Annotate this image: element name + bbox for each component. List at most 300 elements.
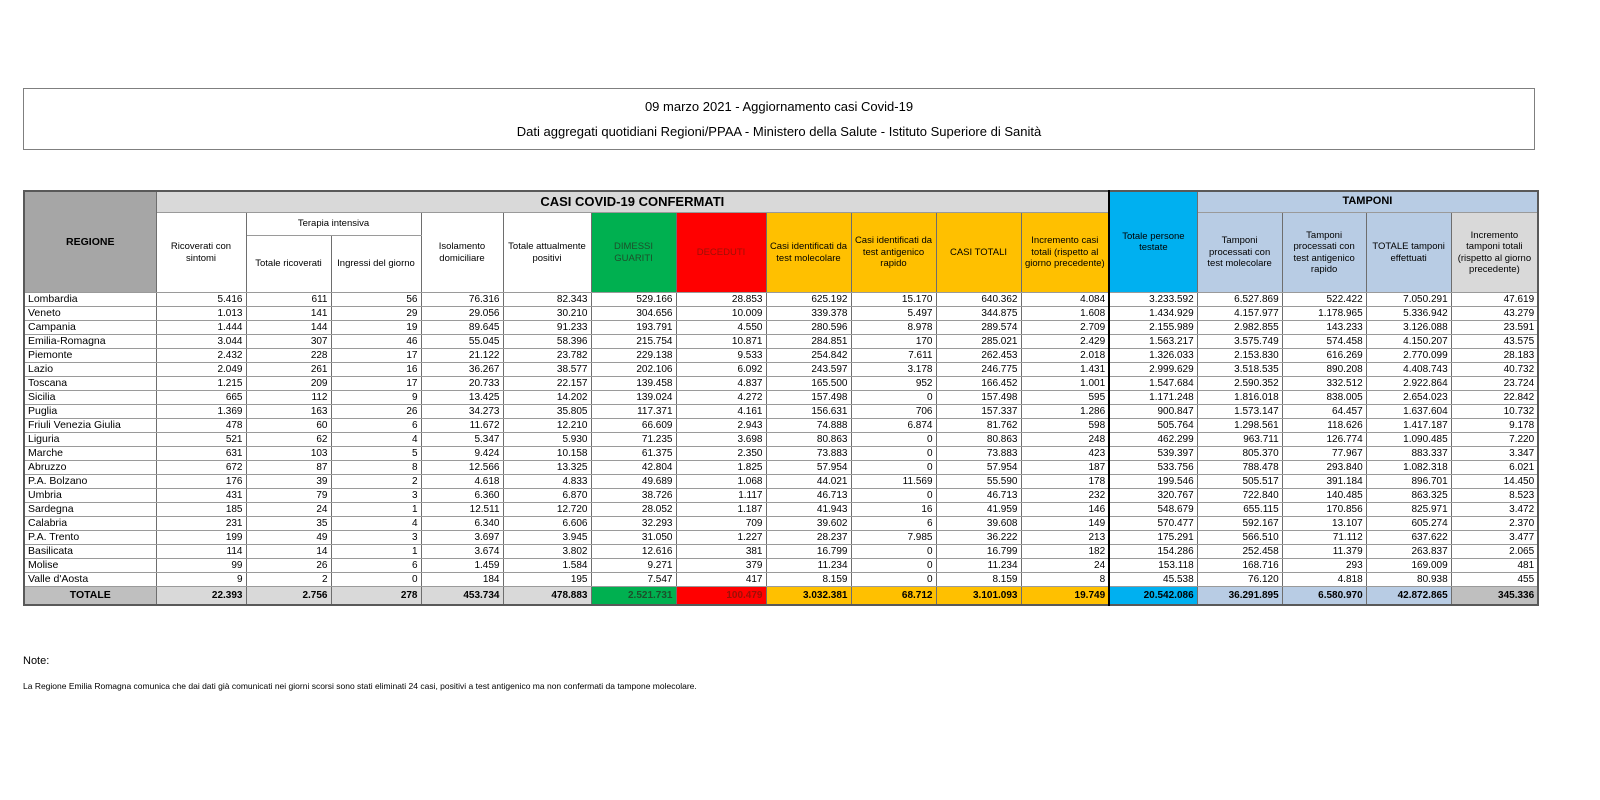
value-cell: 1.573.147 xyxy=(1197,405,1282,419)
report-title-line1: 09 marzo 2021 - Aggiornamento casi Covid-19 xyxy=(644,99,914,115)
total-cell: 100.479 xyxy=(676,587,766,606)
value-cell: 3.802 xyxy=(503,545,591,559)
value-cell: 248 xyxy=(1021,433,1109,447)
value-cell: 6.606 xyxy=(503,517,591,531)
value-cell: 7.050.291 xyxy=(1366,293,1451,307)
value-cell: 91.233 xyxy=(503,321,591,335)
table-row xyxy=(24,489,1538,503)
table-row xyxy=(24,349,1538,363)
value-cell: 0 xyxy=(851,489,936,503)
value-cell: 149 xyxy=(1021,517,1109,531)
value-cell: 42.804 xyxy=(591,461,676,475)
value-cell: 3.472 xyxy=(1451,503,1538,517)
value-cell: 5.416 xyxy=(156,293,246,307)
value-cell: 23.782 xyxy=(503,349,591,363)
value-cell: 112 xyxy=(246,391,331,405)
value-cell: 533.756 xyxy=(1109,461,1197,475)
value-cell: 168.716 xyxy=(1197,559,1282,573)
table-body xyxy=(24,293,1538,606)
value-cell: 522.422 xyxy=(1282,293,1366,307)
value-cell: 0 xyxy=(331,573,421,587)
table-row xyxy=(24,475,1538,489)
total-cell: 2.756 xyxy=(246,587,331,606)
value-cell: 114 xyxy=(156,545,246,559)
value-cell: 76.120 xyxy=(1197,573,1282,587)
region-name: P.A. Trento xyxy=(24,531,156,545)
total-cell: 6.580.970 xyxy=(1282,587,1366,606)
value-cell: 3.126.088 xyxy=(1366,321,1451,335)
value-cell: 178 xyxy=(1021,475,1109,489)
value-cell: 199.546 xyxy=(1109,475,1197,489)
value-cell: 17 xyxy=(331,349,421,363)
region-name: Liguria xyxy=(24,433,156,447)
region-name: Molise xyxy=(24,559,156,573)
total-cell: 278 xyxy=(331,587,421,606)
value-cell: 254.842 xyxy=(766,349,851,363)
value-cell: 344.875 xyxy=(936,307,1021,321)
value-cell: 423 xyxy=(1021,447,1109,461)
value-cell: 8 xyxy=(1021,573,1109,587)
value-cell: 1.816.018 xyxy=(1197,391,1282,405)
value-cell: 3.575.749 xyxy=(1197,335,1282,349)
value-cell: 28.237 xyxy=(766,531,851,545)
value-cell: 8.978 xyxy=(851,321,936,335)
value-cell: 0 xyxy=(851,433,936,447)
value-cell: 4.157.977 xyxy=(1197,307,1282,321)
value-cell: 788.478 xyxy=(1197,461,1282,475)
region-name: Veneto xyxy=(24,307,156,321)
value-cell: 6 xyxy=(851,517,936,531)
value-cell: 16 xyxy=(851,503,936,517)
value-cell: 2.429 xyxy=(1021,335,1109,349)
total-cell: 345.336 xyxy=(1451,587,1538,606)
value-cell: 722.840 xyxy=(1197,489,1282,503)
value-cell: 23.591 xyxy=(1451,321,1538,335)
value-cell: 154.286 xyxy=(1109,545,1197,559)
value-cell: 1.298.561 xyxy=(1197,419,1282,433)
value-cell: 391.184 xyxy=(1282,475,1366,489)
header-casi-totali: CASI TOTALI xyxy=(936,213,1021,293)
value-cell: 4.272 xyxy=(676,391,766,405)
value-cell: 39 xyxy=(246,475,331,489)
value-cell: 35.805 xyxy=(503,405,591,419)
value-cell: 80.863 xyxy=(936,433,1021,447)
value-cell: 228 xyxy=(246,349,331,363)
value-cell: 139.458 xyxy=(591,377,676,391)
region-name: Basilicata xyxy=(24,545,156,559)
value-cell: 157.337 xyxy=(936,405,1021,419)
header-band-casi: CASI COVID-19 CONFERMATI xyxy=(156,191,1109,213)
value-cell: 117.371 xyxy=(591,405,676,419)
total-cell: 453.734 xyxy=(421,587,503,606)
value-cell: 22.842 xyxy=(1451,391,1538,405)
value-cell: 30.210 xyxy=(503,307,591,321)
table-row xyxy=(24,391,1538,405)
value-cell: 6 xyxy=(331,559,421,573)
table-row xyxy=(24,503,1538,517)
value-cell: 39.602 xyxy=(766,517,851,531)
value-cell: 478 xyxy=(156,419,246,433)
table-row xyxy=(24,363,1538,377)
value-cell: 625.192 xyxy=(766,293,851,307)
value-cell: 709 xyxy=(676,517,766,531)
value-cell: 26 xyxy=(331,405,421,419)
value-cell: 1.637.604 xyxy=(1366,405,1451,419)
value-cell: 3.233.592 xyxy=(1109,293,1197,307)
value-cell: 144 xyxy=(246,321,331,335)
value-cell: 29 xyxy=(331,307,421,321)
value-cell: 605.274 xyxy=(1366,517,1451,531)
value-cell: 55.045 xyxy=(421,335,503,349)
value-cell: 1.090.485 xyxy=(1366,433,1451,447)
value-cell: 592.167 xyxy=(1197,517,1282,531)
value-cell: 199 xyxy=(156,531,246,545)
value-cell: 231 xyxy=(156,517,246,531)
region-name: Lazio xyxy=(24,363,156,377)
value-cell: 2.770.099 xyxy=(1366,349,1451,363)
value-cell: 139.024 xyxy=(591,391,676,405)
value-cell: 1.286 xyxy=(1021,405,1109,419)
table-row xyxy=(24,405,1538,419)
value-cell: 13.107 xyxy=(1282,517,1366,531)
value-cell: 9.424 xyxy=(421,447,503,461)
value-cell: 44.021 xyxy=(766,475,851,489)
header-persone-testate: Totale persone testate xyxy=(1109,191,1197,293)
value-cell: 1.013 xyxy=(156,307,246,321)
header-terapia-intensiva: Terapia intensiva xyxy=(246,213,421,236)
value-cell: 57.954 xyxy=(936,461,1021,475)
region-name: Umbria xyxy=(24,489,156,503)
header-ricoverati: Ricoverati con sintomi xyxy=(156,213,246,293)
value-cell: 805.370 xyxy=(1197,447,1282,461)
value-cell: 6 xyxy=(331,419,421,433)
value-cell: 0 xyxy=(851,573,936,587)
total-cell: 478.883 xyxy=(503,587,591,606)
header-tamponi-molecolare: Tamponi processati con test molecolare xyxy=(1197,213,1282,293)
value-cell: 11.672 xyxy=(421,419,503,433)
value-cell: 71.235 xyxy=(591,433,676,447)
region-name: Campania xyxy=(24,321,156,335)
value-cell: 5.347 xyxy=(421,433,503,447)
header-deceduti: DECEDUTI xyxy=(676,213,766,293)
value-cell: 10.732 xyxy=(1451,405,1538,419)
table-row xyxy=(24,545,1538,559)
value-cell: 47.619 xyxy=(1451,293,1538,307)
value-cell: 10.009 xyxy=(676,307,766,321)
value-cell: 2.999.629 xyxy=(1109,363,1197,377)
value-cell: 1.227 xyxy=(676,531,766,545)
value-cell: 21.122 xyxy=(421,349,503,363)
value-cell: 140.485 xyxy=(1282,489,1366,503)
value-cell: 46 xyxy=(331,335,421,349)
header-casi-molecolare: Casi identificati da test molecolare xyxy=(766,213,851,293)
region-name: Lombardia xyxy=(24,293,156,307)
value-cell: 66.609 xyxy=(591,419,676,433)
header-attualmente-positivi: Totale attualmente positivi xyxy=(503,213,591,293)
value-cell: 146 xyxy=(1021,503,1109,517)
value-cell: 1.444 xyxy=(156,321,246,335)
table-row xyxy=(24,419,1538,433)
value-cell: 566.510 xyxy=(1197,531,1282,545)
header-band-tamponi: TAMPONI xyxy=(1197,191,1538,213)
value-cell: 521 xyxy=(156,433,246,447)
region-name: Calabria xyxy=(24,517,156,531)
value-cell: 36.267 xyxy=(421,363,503,377)
value-cell: 570.477 xyxy=(1109,517,1197,531)
report-title-line2: Dati aggregati quotidiani Regioni/PPAA - Ministero della Salute - Istituto Superiore di Sanità xyxy=(516,123,1042,139)
value-cell: 3.945 xyxy=(503,531,591,545)
total-cell: 68.712 xyxy=(851,587,936,606)
value-cell: 1.215 xyxy=(156,377,246,391)
table-row xyxy=(24,433,1538,447)
table-row xyxy=(24,307,1538,321)
value-cell: 176 xyxy=(156,475,246,489)
value-cell: 156.631 xyxy=(766,405,851,419)
value-cell: 1.178.965 xyxy=(1282,307,1366,321)
value-cell: 73.883 xyxy=(766,447,851,461)
value-cell: 0 xyxy=(851,461,936,475)
value-cell: 43.279 xyxy=(1451,307,1538,321)
table-header xyxy=(24,191,1538,293)
value-cell: 574.458 xyxy=(1282,335,1366,349)
table-row xyxy=(24,293,1538,307)
value-cell: 81.762 xyxy=(936,419,1021,433)
value-cell: 2.590.352 xyxy=(1197,377,1282,391)
value-cell: 232 xyxy=(1021,489,1109,503)
value-cell: 320.767 xyxy=(1109,489,1197,503)
header-incremento-tamponi: Incremento tamponi totali (rispetto al giorno precedente) xyxy=(1451,213,1538,293)
value-cell: 77.967 xyxy=(1282,447,1366,461)
value-cell: 0 xyxy=(851,391,936,405)
value-cell: 6.360 xyxy=(421,489,503,503)
region-name: Toscana xyxy=(24,377,156,391)
value-cell: 24 xyxy=(246,503,331,517)
value-cell: 41.959 xyxy=(936,503,1021,517)
value-cell: 61.375 xyxy=(591,447,676,461)
value-cell: 169.009 xyxy=(1366,559,1451,573)
value-cell: 182 xyxy=(1021,545,1109,559)
value-cell: 0 xyxy=(851,447,936,461)
value-cell: 29.056 xyxy=(421,307,503,321)
value-cell: 45.538 xyxy=(1109,573,1197,587)
value-cell: 293.840 xyxy=(1282,461,1366,475)
value-cell: 12.616 xyxy=(591,545,676,559)
value-cell: 28.853 xyxy=(676,293,766,307)
value-cell: 5.930 xyxy=(503,433,591,447)
value-cell: 4.837 xyxy=(676,377,766,391)
value-cell: 6.092 xyxy=(676,363,766,377)
value-cell: 1.117 xyxy=(676,489,766,503)
value-cell: 9.271 xyxy=(591,559,676,573)
table-row xyxy=(24,335,1538,349)
value-cell: 57.954 xyxy=(766,461,851,475)
value-cell: 3.518.535 xyxy=(1197,363,1282,377)
value-cell: 209 xyxy=(246,377,331,391)
value-cell: 157.498 xyxy=(936,391,1021,405)
value-cell: 3.347 xyxy=(1451,447,1538,461)
region-name: Sardegna xyxy=(24,503,156,517)
value-cell: 35 xyxy=(246,517,331,531)
value-cell: 1.068 xyxy=(676,475,766,489)
value-cell: 655.115 xyxy=(1197,503,1282,517)
table-row xyxy=(24,447,1538,461)
value-cell: 7.985 xyxy=(851,531,936,545)
value-cell: 1.001 xyxy=(1021,377,1109,391)
value-cell: 16 xyxy=(331,363,421,377)
value-cell: 103 xyxy=(246,447,331,461)
value-cell: 640.362 xyxy=(936,293,1021,307)
value-cell: 2.049 xyxy=(156,363,246,377)
value-cell: 825.971 xyxy=(1366,503,1451,517)
value-cell: 229.138 xyxy=(591,349,676,363)
region-name: P.A. Bolzano xyxy=(24,475,156,489)
value-cell: 31.050 xyxy=(591,531,676,545)
value-cell: 2 xyxy=(331,475,421,489)
value-cell: 80.938 xyxy=(1366,573,1451,587)
value-cell: 1.417.187 xyxy=(1366,419,1451,433)
value-cell: 166.452 xyxy=(936,377,1021,391)
value-cell: 165.500 xyxy=(766,377,851,391)
value-cell: 3.044 xyxy=(156,335,246,349)
value-cell: 611 xyxy=(246,293,331,307)
value-cell: 631 xyxy=(156,447,246,461)
value-cell: 163 xyxy=(246,405,331,419)
value-cell: 16.799 xyxy=(766,545,851,559)
value-cell: 8.159 xyxy=(936,573,1021,587)
value-cell: 11.379 xyxy=(1282,545,1366,559)
value-cell: 13.425 xyxy=(421,391,503,405)
value-cell: 14.202 xyxy=(503,391,591,405)
value-cell: 76.316 xyxy=(421,293,503,307)
value-cell: 13.325 xyxy=(503,461,591,475)
header-incremento-casi: Incremento casi totali (rispetto al giorno precedente) xyxy=(1021,213,1109,293)
value-cell: 7.220 xyxy=(1451,433,1538,447)
value-cell: 12.210 xyxy=(503,419,591,433)
header-isolamento: Isolamento domiciliare xyxy=(421,213,503,293)
value-cell: 0 xyxy=(851,559,936,573)
value-cell: 1.082.318 xyxy=(1366,461,1451,475)
value-cell: 1.171.248 xyxy=(1109,391,1197,405)
value-cell: 12.511 xyxy=(421,503,503,517)
value-cell: 332.512 xyxy=(1282,377,1366,391)
value-cell: 14.450 xyxy=(1451,475,1538,489)
value-cell: 20.733 xyxy=(421,377,503,391)
value-cell: 49.689 xyxy=(591,475,676,489)
value-cell: 170 xyxy=(851,335,936,349)
value-cell: 4.818 xyxy=(1282,573,1366,587)
value-cell: 462.299 xyxy=(1109,433,1197,447)
table-row xyxy=(24,517,1538,531)
value-cell: 3.698 xyxy=(676,433,766,447)
value-cell: 4.833 xyxy=(503,475,591,489)
value-cell: 39.608 xyxy=(936,517,1021,531)
value-cell: 5.336.942 xyxy=(1366,307,1451,321)
value-cell: 0 xyxy=(851,545,936,559)
value-cell: 3.674 xyxy=(421,545,503,559)
value-cell: 252.458 xyxy=(1197,545,1282,559)
value-cell: 36.222 xyxy=(936,531,1021,545)
total-row xyxy=(24,587,1538,606)
title-box xyxy=(23,88,1535,150)
total-cell: 42.872.865 xyxy=(1366,587,1451,606)
value-cell: 2.654.023 xyxy=(1366,391,1451,405)
table-row xyxy=(24,573,1538,587)
value-cell: 293 xyxy=(1282,559,1366,573)
value-cell: 3 xyxy=(331,531,421,545)
value-cell: 89.645 xyxy=(421,321,503,335)
value-cell: 672 xyxy=(156,461,246,475)
value-cell: 46.713 xyxy=(936,489,1021,503)
value-cell: 46.713 xyxy=(766,489,851,503)
value-cell: 184 xyxy=(421,573,503,587)
value-cell: 11.569 xyxy=(851,475,936,489)
value-cell: 16.799 xyxy=(936,545,1021,559)
value-cell: 74.888 xyxy=(766,419,851,433)
value-cell: 26 xyxy=(246,559,331,573)
region-name: Marche xyxy=(24,447,156,461)
value-cell: 5 xyxy=(331,447,421,461)
total-cell: 3.101.093 xyxy=(936,587,1021,606)
region-name: Abruzzo xyxy=(24,461,156,475)
value-cell: 3.697 xyxy=(421,531,503,545)
value-cell: 261 xyxy=(246,363,331,377)
table-row xyxy=(24,321,1538,335)
value-cell: 7.611 xyxy=(851,349,936,363)
value-cell: 6.021 xyxy=(1451,461,1538,475)
value-cell: 896.701 xyxy=(1366,475,1451,489)
value-cell: 243.597 xyxy=(766,363,851,377)
value-cell: 285.021 xyxy=(936,335,1021,349)
value-cell: 58.396 xyxy=(503,335,591,349)
value-cell: 706 xyxy=(851,405,936,419)
value-cell: 3.178 xyxy=(851,363,936,377)
value-cell: 890.208 xyxy=(1282,363,1366,377)
value-cell: 215.754 xyxy=(591,335,676,349)
header-tamponi-antigenico: Tamponi processati con test antigenico rapido xyxy=(1282,213,1366,293)
value-cell: 8.523 xyxy=(1451,489,1538,503)
value-cell: 4.084 xyxy=(1021,293,1109,307)
value-cell: 73.883 xyxy=(936,447,1021,461)
value-cell: 34.273 xyxy=(421,405,503,419)
total-label: TOTALE xyxy=(24,587,156,606)
value-cell: 481 xyxy=(1451,559,1538,573)
value-cell: 963.711 xyxy=(1197,433,1282,447)
value-cell: 1.431 xyxy=(1021,363,1109,377)
value-cell: 9.533 xyxy=(676,349,766,363)
value-cell: 71.112 xyxy=(1282,531,1366,545)
value-cell: 1.584 xyxy=(503,559,591,573)
notes-label: Note: xyxy=(23,655,50,667)
value-cell: 548.679 xyxy=(1109,503,1197,517)
covid-table xyxy=(23,190,1539,606)
value-cell: 616.269 xyxy=(1282,349,1366,363)
value-cell: 202.106 xyxy=(591,363,676,377)
value-cell: 2.432 xyxy=(156,349,246,363)
value-cell: 12.566 xyxy=(421,461,503,475)
value-cell: 598 xyxy=(1021,419,1109,433)
header-regione: REGIONE xyxy=(24,191,156,293)
value-cell: 43.575 xyxy=(1451,335,1538,349)
value-cell: 79 xyxy=(246,489,331,503)
region-name: Valle d'Aosta xyxy=(24,573,156,587)
value-cell: 262.453 xyxy=(936,349,1021,363)
total-cell: 22.393 xyxy=(156,587,246,606)
value-cell: 900.847 xyxy=(1109,405,1197,419)
table-row xyxy=(24,377,1538,391)
value-cell: 455 xyxy=(1451,573,1538,587)
value-cell: 637.622 xyxy=(1366,531,1451,545)
total-cell: 36.291.895 xyxy=(1197,587,1282,606)
